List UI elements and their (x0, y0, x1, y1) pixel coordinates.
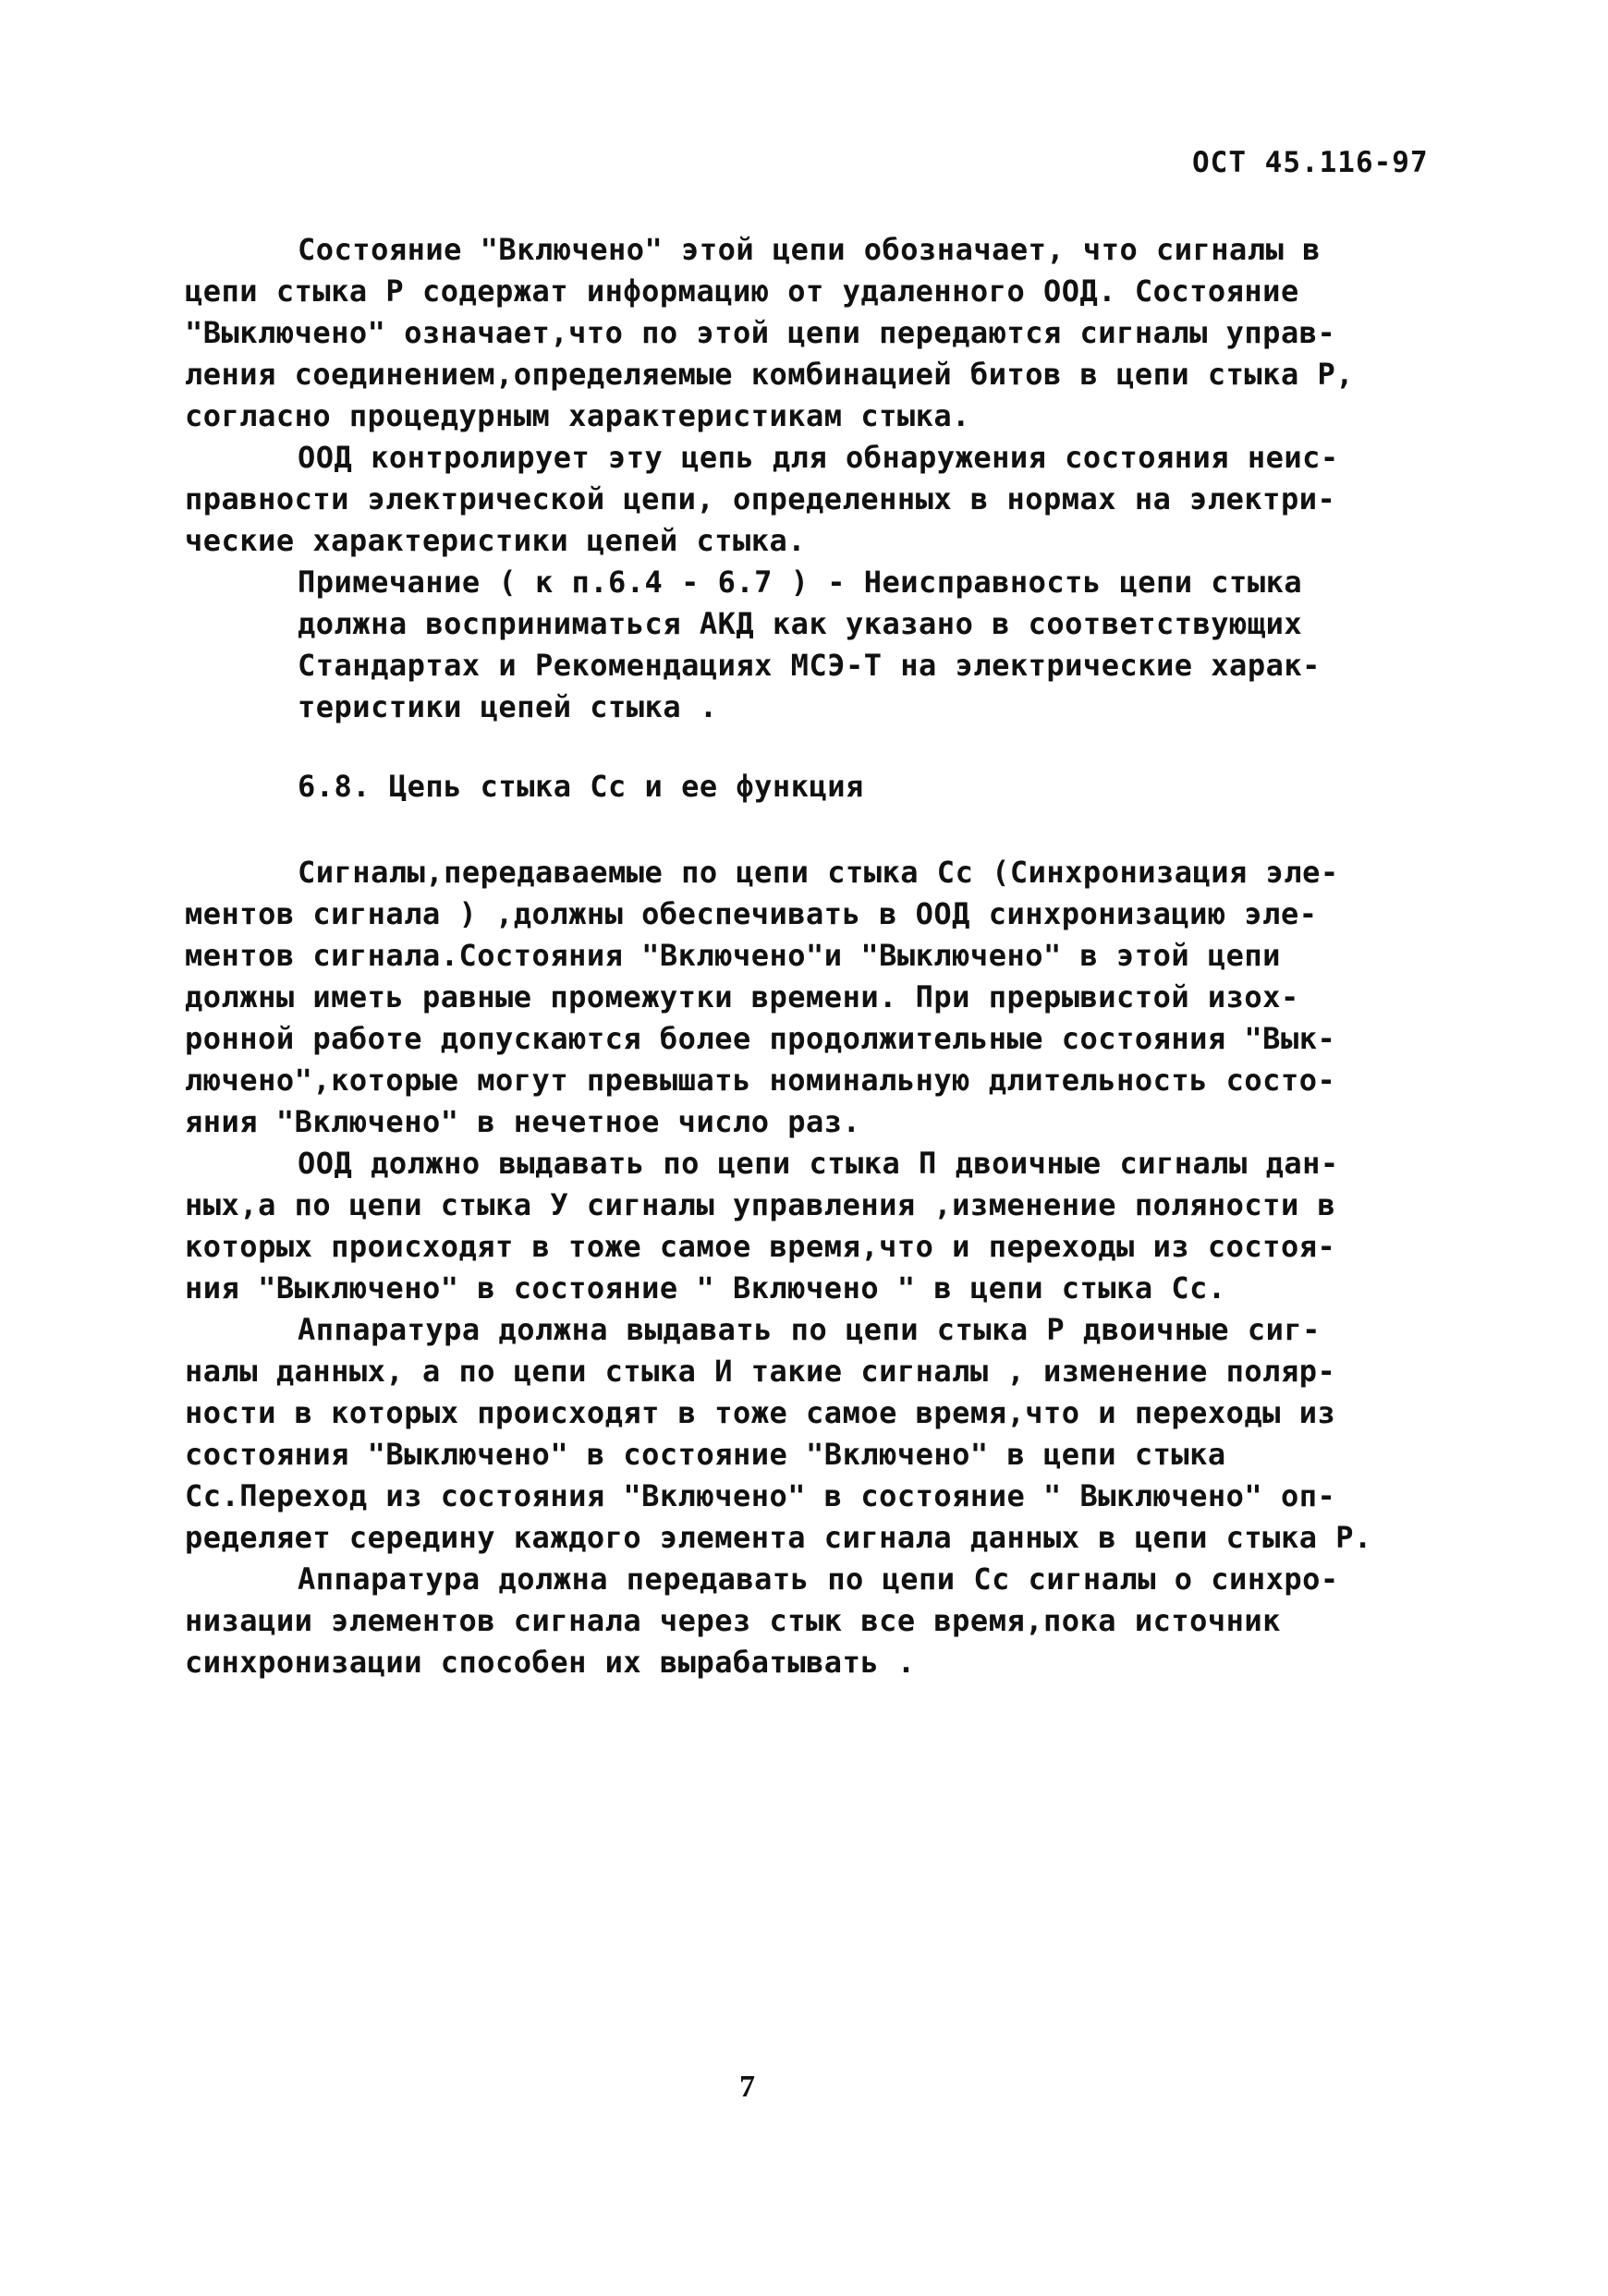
text-line: ООД должно выдавать по цепи стыка П двоичные сигналы дан- (298, 1146, 1339, 1181)
text-line: лючено",которые могут превышать номинальную длительность состо- (185, 1063, 1336, 1098)
text-line: ления соединением,определяемые комбинацией битов в цепи стыка Р, (185, 357, 1354, 392)
document-code: ОСТ 45.116-97 (1192, 146, 1429, 179)
text-line: которых происходят в тоже самое время,что и переходы из состоя- (185, 1229, 1336, 1264)
text-line: ных,а по цепи стыка У сигналы управления ,изменение поляности в (185, 1187, 1336, 1222)
text-line: ООД контролирует эту цепь для обнаружения состояния неис- (298, 440, 1339, 475)
text-line: Сс.Переход из состояния "Включено" в состояние " Выключено" оп- (185, 1478, 1336, 1513)
text-line: правности электрической цепи, определенных в нормах на электри- (185, 481, 1336, 516)
note (298, 562, 1434, 728)
text-line: низации элементов сигнала через стык все время,пока источник (185, 1603, 1281, 1638)
text-line: состояния "Выключено" в состояние "Включено" в цепи стыка (185, 1437, 1226, 1472)
text-line: Сигналы,передаваемые по цепи стыка Сс (Синхронизация эле- (298, 855, 1339, 890)
text-line: Состояние "Включено" этой цепи обозначает, что сигналы в (298, 232, 1321, 267)
text-line: согласно процедурным характеристикам стыка. (185, 398, 970, 433)
text-line: теристики цепей стыка . (298, 689, 718, 724)
text-line: "Выключено" означает,что по этой цепи передаются сигналы управ- (185, 315, 1336, 350)
text-line: Стандартах и Рекомендациях МСЭ-Т на электрические харак- (298, 648, 1321, 683)
text-line: ческие характеристики цепей стыка. (185, 523, 807, 558)
text-line: синхронизации способен их вырабатывать . (185, 1645, 916, 1680)
text-line: ределяет середину каждого элемента сигнала данных в цепи стыка Р. (185, 1520, 1372, 1555)
paragraph-equipment-sync (185, 1559, 1432, 1683)
paragraph-equipment-output (185, 1309, 1432, 1559)
page-number: 7 (739, 2070, 755, 2104)
text-line: Аппаратура должна передавать по цепи Сс сигналы о синхро- (298, 1561, 1339, 1597)
text-line: налы данных, а по цепи стыка И такие сигналы , изменение поляр- (185, 1354, 1336, 1389)
text-line: ментов сигнала ) ,должны обеспечивать в ООД синхронизацию эле- (185, 896, 1318, 931)
paragraph-dte-control (185, 437, 1432, 562)
text-line: Аппаратура должна выдавать по цепи стыка Р двоичные сиг- (298, 1312, 1321, 1347)
paragraph-state-on (185, 229, 1432, 437)
section-heading: 6.8. Цепь стыка Сс и ее функция (298, 769, 864, 804)
text-line: должны иметь равные промежутки времени. При прерывистой изох- (185, 979, 1299, 1014)
text-line: ронной работе допускаются более продолжительные состояния "Вык- (185, 1021, 1336, 1056)
text-line: должна восприниматься АКД как указано в соответствующих (298, 606, 1303, 641)
text-line: ния "Выключено" в состояние " Включено " в цепи стыка Сс. (185, 1270, 1226, 1306)
paragraph-sync-signals (185, 852, 1432, 1143)
text-line: Примечание ( к п.6.4 - 6.7 ) - Неисправность цепи стыка (298, 565, 1303, 600)
paragraph-dte-output (185, 1143, 1432, 1309)
text-line: ментов сигнала.Состояния "Включено"и "Выключено" в этой цепи (185, 938, 1281, 973)
text-line: ности в которых происходят в тоже самое время,что и переходы из (185, 1395, 1336, 1430)
text-line: цепи стыка Р содержат информацию от удаленного ООД. Состояние (185, 273, 1299, 309)
text-line: яния "Включено" в нечетное число раз. (185, 1104, 861, 1139)
